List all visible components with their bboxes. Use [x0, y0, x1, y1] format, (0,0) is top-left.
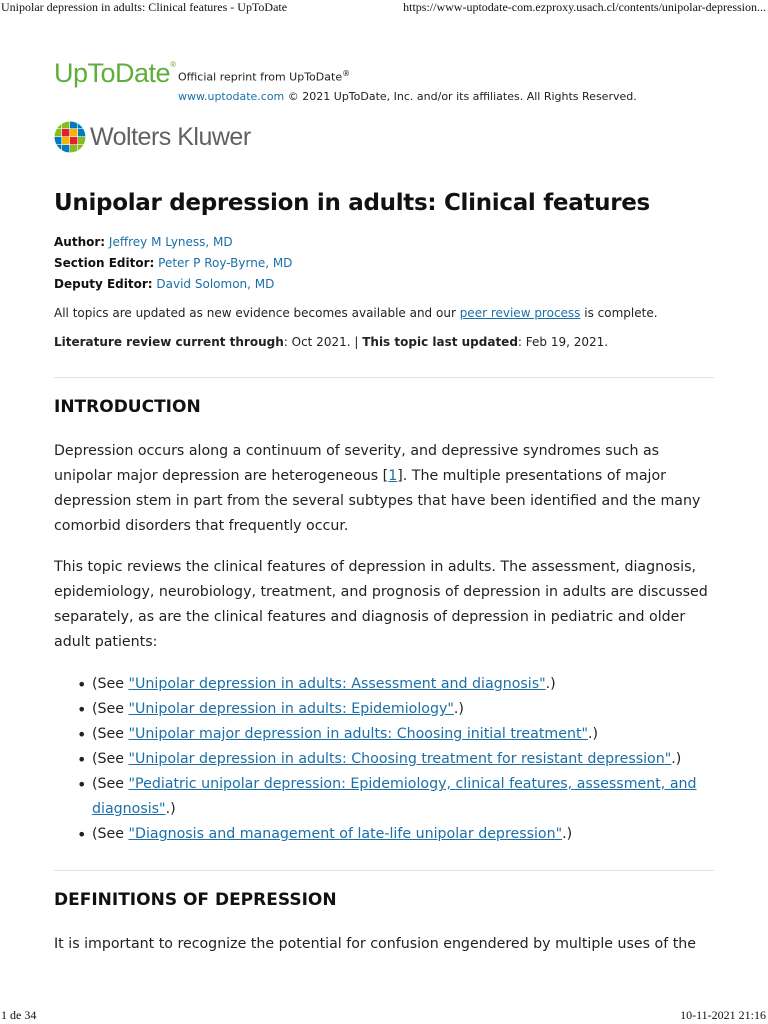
list-item — [78, 822, 718, 847]
see-suffix: .) — [453, 701, 464, 717]
uptodate-logo-text: UpToDate — [54, 58, 171, 88]
print-footer — [0, 1008, 768, 1024]
logo-tile — [78, 137, 85, 144]
section-editor-label: Section Editor: — [54, 256, 155, 270]
print-header-url: https://www-uptodate-com.ezproxy.usach.cl/contents/unipolar-depression... — [403, 0, 766, 14]
lit-review-label: Literature review current through — [54, 335, 284, 349]
logo-tile — [62, 121, 69, 128]
see-suffix: .) — [671, 751, 682, 767]
text-line: comorbid disorders that frequently occur. — [54, 518, 349, 534]
topic-link-assessment[interactable]: "Unipolar depression in adults: Assessment and diagnosis" — [128, 676, 546, 692]
text-line: epidemiology, neurobiology, treatment, and prognosis of depression in adults are discussed — [54, 584, 708, 600]
see-prefix: (See — [92, 776, 129, 792]
article-title: Unipolar depression in adults: Clinical features — [54, 190, 650, 216]
logo-tile — [78, 129, 85, 136]
print-datetime: 10-11-2021 21:16 — [680, 1008, 766, 1022]
registered-mark: ® — [170, 60, 176, 69]
update-note-end: is complete. — [580, 306, 658, 320]
section-editor-link[interactable]: Peter P Roy-Byrne, MD — [158, 256, 293, 270]
last-updated-value: : Feb 19, 2021. — [517, 335, 609, 349]
introduction-paragraph-2 — [54, 555, 714, 655]
print-header-title: Unipolar depression in adults: Clinical features - UpToDate — [1, 0, 288, 14]
list-item — [78, 772, 718, 822]
introduction-heading: INTRODUCTION — [54, 397, 201, 417]
lit-review-value: : Oct 2021. | — [283, 335, 363, 349]
topic-link-initial-treatment[interactable]: "Unipolar major depression in adults: Choosing initial treatment" — [128, 726, 589, 742]
deputy-editor-label: Deputy Editor: — [54, 277, 153, 291]
text-line: Depression occurs along a continuum of severity, and depressive syndromes such as — [54, 443, 660, 459]
see-prefix: (See — [92, 676, 129, 692]
section-divider — [54, 377, 714, 378]
introduction-paragraph-1 — [54, 439, 714, 539]
section-editor-line — [54, 256, 292, 270]
wolters-kluwer-mark-icon — [54, 121, 86, 153]
logo-tile — [62, 137, 69, 144]
logo-tile — [70, 129, 77, 136]
text-line: This topic reviews the clinical features of depression in adults. The assessment, diagnosis, — [54, 559, 696, 575]
topic-link-epidemiology[interactable]: "Unipolar depression in adults: Epidemiology" — [128, 701, 454, 717]
topic-link-pediatric[interactable]: "Pediatric unipolar depression: Epidemiology, clinical features, assessment, and — [128, 776, 697, 792]
topic-link-late-life[interactable]: "Diagnosis and management of late-life unipolar depression" — [128, 826, 563, 842]
see-suffix: .) — [545, 676, 556, 692]
section-divider — [54, 870, 714, 871]
copyright-text: © 2021 UpToDate, Inc. and/or its affiliates. All Rights Reserved. — [284, 89, 637, 103]
update-note-text: All topics are updated as new evidence becomes available and our — [54, 306, 460, 320]
reprint-text: Official reprint from UpToDate — [178, 70, 343, 84]
logo-tile — [54, 121, 61, 128]
deputy-editor-link[interactable]: David Solomon, MD — [156, 277, 275, 291]
list-item — [78, 722, 718, 747]
see-also-list — [78, 672, 718, 847]
logo-tile — [54, 137, 61, 144]
text-line: depression stem in part from the several subtypes that have been identified and the many — [54, 493, 701, 509]
uptodate-website-link[interactable]: www.uptodate.com — [178, 89, 285, 103]
logo-tile — [78, 145, 85, 152]
see-prefix: (See — [92, 701, 129, 717]
text-line — [54, 464, 714, 489]
text-fragment: unipolar major depression are heterogeneous [ — [54, 468, 389, 484]
author-label: Author: — [54, 235, 106, 249]
text-line: It is important to recognize the potential for confusion engendered by multiple uses of the — [54, 936, 696, 952]
uptodate-logo — [54, 58, 175, 89]
logo-tile — [70, 145, 77, 152]
list-item — [78, 747, 718, 772]
text-line: adult patients: — [54, 634, 158, 650]
topic-link-resistant-depression[interactable]: "Unipolar depression in adults: Choosing treatment for resistant depression" — [128, 751, 672, 767]
peer-review-link[interactable]: peer review process — [459, 306, 581, 320]
author-line — [54, 235, 233, 249]
see-suffix: .) — [562, 826, 573, 842]
reference-link[interactable]: 1 — [388, 468, 398, 484]
see-prefix: (See — [92, 826, 129, 842]
definitions-heading: DEFINITIONS OF DEPRESSION — [54, 890, 337, 910]
see-suffix: .) — [588, 726, 599, 742]
see-prefix: (See — [92, 751, 129, 767]
logo-tile — [54, 145, 61, 152]
logo-tile — [62, 129, 69, 136]
publisher-name: Wolters Kluwer — [90, 123, 251, 151]
deputy-editor-line — [54, 277, 274, 291]
update-note — [54, 306, 658, 320]
text-line: separately, as are the clinical features and diagnosis of depression in pediatric and older — [54, 609, 686, 625]
logo-tile — [54, 129, 61, 136]
list-item — [78, 697, 718, 722]
topic-link-pediatric-continued[interactable]: diagnosis" — [92, 801, 166, 817]
see-suffix: .) — [165, 801, 176, 817]
list-item — [78, 672, 718, 697]
reprint-notice — [178, 64, 637, 106]
print-header — [0, 0, 768, 16]
logo-tile — [70, 137, 77, 144]
logo-tile — [78, 121, 85, 128]
logo-tile — [62, 145, 69, 152]
reprint-registered-mark: ® — [342, 69, 351, 78]
see-prefix: (See — [92, 726, 129, 742]
page-counter: 1 de 34 — [1, 1008, 37, 1022]
definitions-paragraph-1 — [54, 932, 714, 957]
review-dates — [54, 335, 608, 349]
author-link[interactable]: Jeffrey M Lyness, MD — [108, 235, 233, 249]
last-updated-label: This topic last updated — [362, 335, 518, 349]
text-fragment: ]. The multiple presentations of major — [397, 468, 666, 484]
logo-tile — [70, 121, 77, 128]
